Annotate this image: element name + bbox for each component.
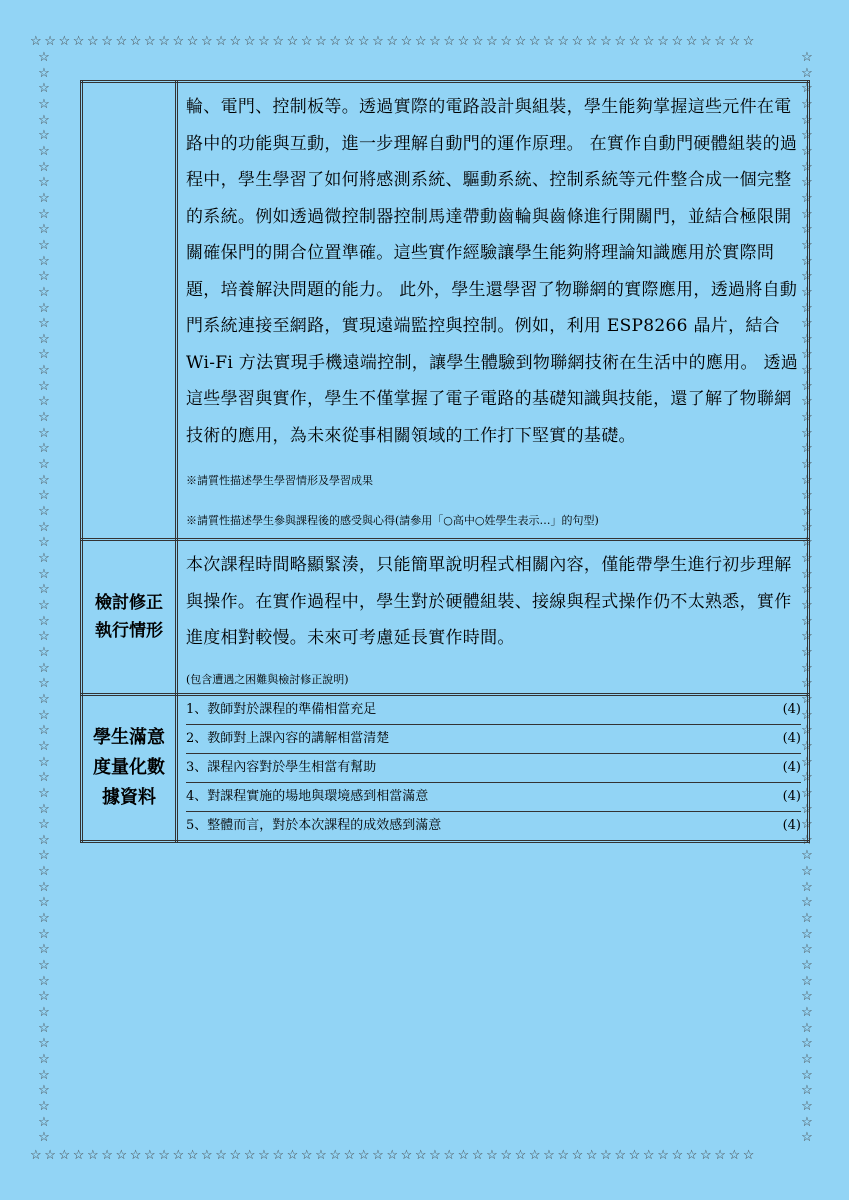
item-score: (4)	[782, 701, 801, 717]
review-label-line1: 檢討修正	[95, 592, 163, 613]
feedback-note: ※請質性描述學生參與課程後的感受與心得(請參用「○高中○姓學生表示…」的句型)	[186, 514, 599, 527]
review-label-line2: 執行情形	[95, 620, 163, 641]
review-row	[82, 540, 809, 695]
item-score: (4)	[782, 817, 801, 833]
list-item	[186, 782, 801, 811]
star-border-top: ☆☆☆☆☆☆☆☆☆☆☆☆☆☆☆☆☆☆☆☆☆☆☆☆☆☆☆☆☆☆☆☆☆☆☆☆☆☆☆☆☆☆☆☆☆☆☆☆☆☆☆	[30, 34, 757, 49]
report-table	[80, 80, 810, 843]
item-text: 3、課程內容對於學生相當有幫助	[186, 759, 377, 775]
review-note: (包含遭遇之困難與檢討修正說明)	[186, 672, 349, 686]
review-content-cell	[177, 540, 809, 695]
learning-note: ※請質性描述學生學習情形及學習成果	[186, 474, 373, 487]
item-score: (4)	[782, 759, 801, 775]
satisfaction-label-line2: 度量化數	[93, 756, 165, 778]
review-label	[82, 540, 177, 695]
item-score: (4)	[782, 788, 801, 804]
item-text: 1、教師對於課程的準備相當充足	[186, 701, 377, 717]
list-item	[186, 811, 801, 840]
star-border-left: ☆ ☆ ☆ ☆ ☆ ☆ ☆ ☆ ☆ ☆ ☆ ☆ ☆ ☆ ☆ ☆ ☆ ☆ ☆ ☆ ☆ ☆ ☆ ☆ ☆ ☆ ☆ ☆ ☆ ☆ ☆ ☆ ☆ ☆ ☆ ☆ ☆ ☆ ☆ ☆ ☆ ☆ ☆ ☆ ☆ ☆ ☆ ☆ ☆ ☆ ☆ ☆ ☆ ☆ ☆ ☆ ☆ ☆ ☆ ☆ ☆ ☆ ☆ ☆ ☆ ☆ ☆ ☆ ☆ ☆	[38, 50, 50, 1146]
satisfaction-label-line3: 據資料	[102, 786, 156, 808]
learning-content-cell	[177, 82, 809, 540]
learning-label-cell	[82, 82, 177, 540]
item-text: 5、整體而言，對於本次課程的成效感到滿意	[186, 817, 442, 833]
review-text: 本次課程時間略顯緊湊，只能簡單說明程式相關內容，僅能帶學生進行初步理解與操作。在實作過程中，學生對於硬體組裝、接線與程式操作仍不太熟悉，實作進度相對較慢。未來可考慮延長實作時間。	[186, 555, 792, 648]
list-item	[186, 696, 801, 724]
item-score: (4)	[782, 730, 801, 746]
item-text: 2、教師對上課內容的講解相當清楚	[186, 730, 390, 746]
item-text: 4、對課程實施的場地與環境感到相當滿意	[186, 788, 429, 804]
learning-row	[82, 82, 809, 540]
satisfaction-label-line1: 學生滿意	[93, 726, 165, 748]
list-item	[186, 753, 801, 782]
list-item	[186, 724, 801, 753]
learning-text: 輪、電門、控制板等。透過實際的電路設計與組裝，學生能夠掌握這些元件在電路中的功能與互動，進一步理解自動門的運作原理。 在實作自動門硬體組裝的過程中，學生學習了如何將感測系統、驅動系統、控制系統等元件整合成一個完整的系統。例如透過微控制器控制馬達帶動齒輪與齒條進行開關門，並結合極限開關確保門的開合位置準確。這些實作經驗讓學生能夠將理論知識應用於實際問題，培養解決問題的能力。 此外，學生還學習了物聯網的實際應用，透過將自動門系統連接至網路，實現遠端監控與控制。例如，利用 ESP8266 晶片，結合 Wi-Fi 方法實現手機遠端控制，讓學生體驗到物聯網技術在生活中的應用。 透過這些學習與實作，學生不僅掌握了電子電路的基礎知識與技能，還了解了物聯網技術的應用，為未來從事相關領域的工作打下堅實的基礎。	[186, 97, 799, 446]
star-border-bottom: ☆☆☆☆☆☆☆☆☆☆☆☆☆☆☆☆☆☆☆☆☆☆☆☆☆☆☆☆☆☆☆☆☆☆☆☆☆☆☆☆☆☆☆☆☆☆☆☆☆☆☆	[30, 1148, 757, 1163]
satisfaction-list	[177, 694, 809, 841]
star-border-right: ☆ ☆ ☆ ☆ ☆ ☆ ☆ ☆ ☆ ☆ ☆ ☆ ☆ ☆ ☆ ☆ ☆ ☆ ☆ ☆ ☆ ☆ ☆ ☆ ☆ ☆ ☆ ☆ ☆ ☆ ☆ ☆ ☆ ☆ ☆ ☆ ☆ ☆ ☆ ☆ ☆ ☆ ☆ ☆ ☆ ☆ ☆ ☆ ☆ ☆ ☆ ☆ ☆ ☆ ☆ ☆ ☆ ☆ ☆ ☆ ☆ ☆ ☆ ☆ ☆ ☆ ☆ ☆ ☆ ☆	[801, 50, 813, 1146]
satisfaction-row	[82, 694, 809, 841]
satisfaction-label	[82, 694, 177, 841]
